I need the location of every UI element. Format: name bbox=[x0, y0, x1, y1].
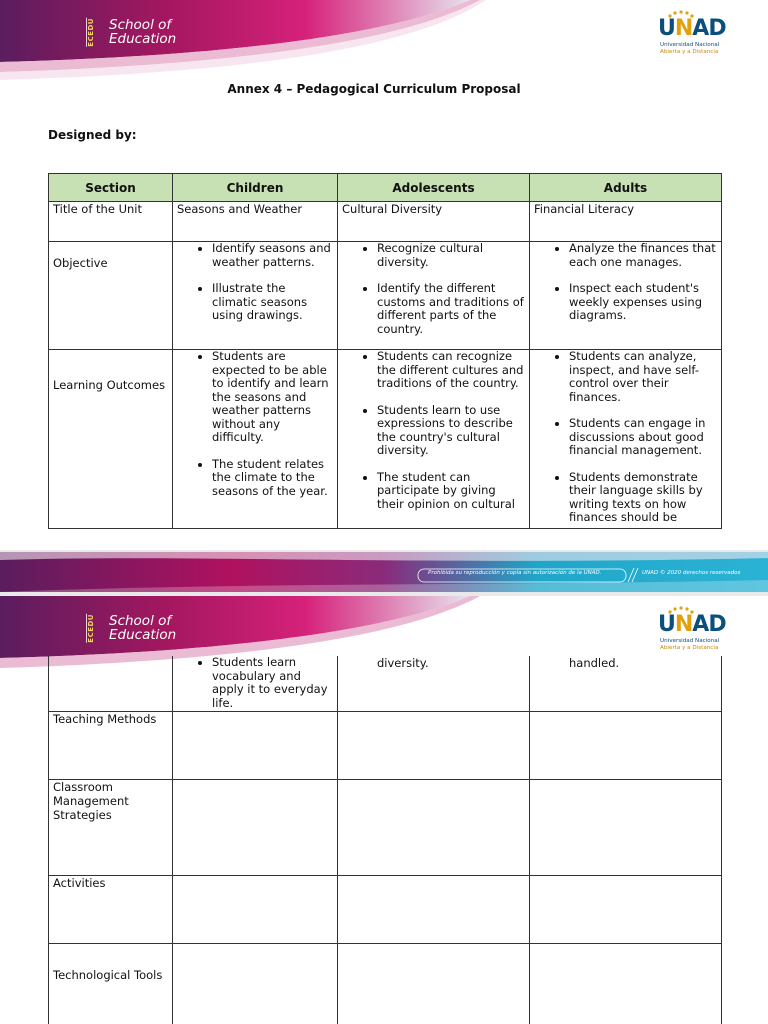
cell-children bbox=[173, 350, 338, 529]
cell-adolescents bbox=[338, 943, 530, 1024]
table-row-outcomes-continued bbox=[49, 656, 722, 711]
cell-adolescents bbox=[338, 350, 530, 529]
list-item: • Identify the different customs and traditions of different parts of the country. bbox=[377, 282, 525, 336]
list-item: • The student can participate by giving their opinion on cultural bbox=[377, 471, 525, 512]
cell-adolescents bbox=[338, 242, 530, 350]
row-label: Technological Tools bbox=[49, 943, 173, 1024]
logo-word: UNAD bbox=[658, 16, 726, 41]
unad-logo bbox=[658, 608, 742, 656]
list-item: • Illustrate the climatic seasons using drawings. bbox=[212, 282, 333, 323]
cell-adolescents bbox=[338, 779, 530, 875]
school-brand bbox=[86, 614, 176, 643]
school-line-2: Education bbox=[109, 31, 177, 47]
cell-adults bbox=[530, 711, 722, 779]
cell-children bbox=[173, 779, 338, 875]
row-label: Classroom Management Strategies bbox=[49, 779, 173, 875]
unad-logo bbox=[658, 12, 742, 60]
footer-copyright: UNAD © 2020 derechos reservados bbox=[642, 570, 741, 576]
cell-children: Seasons and Weather bbox=[173, 202, 338, 242]
curriculum-table bbox=[48, 173, 722, 529]
table-header-row bbox=[49, 174, 722, 202]
cell-adolescents: Cultural Diversity bbox=[338, 202, 530, 242]
cell-adolescents: diversity. bbox=[338, 656, 530, 711]
table-row-outcomes bbox=[49, 350, 722, 529]
cell-children bbox=[173, 656, 338, 711]
header-adults: Adults bbox=[530, 174, 722, 202]
logo-word: UNAD bbox=[658, 612, 726, 637]
cell-adults: Financial Literacy bbox=[530, 202, 722, 242]
cell-children bbox=[173, 242, 338, 350]
cell-adults bbox=[530, 779, 722, 875]
school-line-1: School of bbox=[109, 17, 172, 33]
list-item: • Identify seasons and weather patterns. bbox=[212, 242, 333, 269]
cell-children bbox=[173, 943, 338, 1024]
list-item: • Analyze the finances that each one manages. bbox=[569, 242, 717, 269]
list-item: • Inspect each student's weekly expenses using diagrams. bbox=[569, 282, 717, 323]
cell-adults bbox=[530, 943, 722, 1024]
list-item: • Students can engage in discussions about good financial management. bbox=[569, 417, 717, 458]
cell-adults bbox=[530, 875, 722, 943]
list-item: • Recognize cultural diversity. bbox=[377, 242, 525, 269]
header-children: Children bbox=[173, 174, 338, 202]
list-item: • Students learn to use expressions to describe the country's cultural diversity. bbox=[377, 404, 525, 458]
ecedu-label: ECEDU bbox=[86, 18, 103, 47]
header-section: Section bbox=[49, 174, 173, 202]
cell-adolescents bbox=[338, 711, 530, 779]
list-item: • Students are expected to be able to identify and learn the seasons and weather patterns without any difficulty. bbox=[212, 350, 333, 445]
table-row-technological-tools bbox=[49, 943, 722, 1024]
table-row-teaching-methods bbox=[49, 711, 722, 779]
row-label bbox=[49, 656, 173, 711]
table-row-title bbox=[49, 202, 722, 242]
row-label: Title of the Unit bbox=[49, 202, 173, 242]
curriculum-table-continued bbox=[48, 656, 722, 1024]
designed-by-label: Designed by: bbox=[48, 128, 137, 142]
ecedu-label: ECEDU bbox=[86, 614, 103, 643]
table-row-classroom-management bbox=[49, 779, 722, 875]
cell-children bbox=[173, 875, 338, 943]
list-item: • The student relates the climate to the seasons of the year. bbox=[212, 458, 333, 499]
logo-subtitle: Universidad Nacional Abierta y a Distancia bbox=[660, 638, 720, 651]
cell-adolescents bbox=[338, 875, 530, 943]
cell-adults: handled. bbox=[530, 656, 722, 711]
cell-children bbox=[173, 711, 338, 779]
header-adolescents: Adolescents bbox=[338, 174, 530, 202]
list-item: • Students can analyze, inspect, and have self-control over their finances. bbox=[569, 350, 717, 404]
row-label-text: Learning Outcomes bbox=[53, 378, 166, 392]
table-row-activities bbox=[49, 875, 722, 943]
row-label: Teaching Methods bbox=[49, 711, 173, 779]
row-label bbox=[49, 350, 173, 529]
table-row-objective bbox=[49, 242, 722, 350]
cell-adults bbox=[530, 350, 722, 529]
page-2 bbox=[0, 596, 768, 1024]
cell-adults bbox=[530, 242, 722, 350]
list-item: • Students demonstrate their language skills by writing texts on how finances should be bbox=[569, 471, 717, 525]
row-label: Objective bbox=[49, 242, 173, 350]
school-line-1: School of bbox=[109, 613, 172, 629]
document-title: Annex 4 – Pedagogical Curriculum Proposal bbox=[227, 82, 521, 96]
row-label: Activities bbox=[49, 875, 173, 943]
logo-subtitle: Universidad Nacional Abierta y a Distancia bbox=[660, 42, 720, 55]
school-brand bbox=[86, 18, 176, 47]
school-line-2: Education bbox=[109, 627, 177, 643]
list-item: • Students can recognize the different cultures and traditions of the country. bbox=[377, 350, 525, 391]
list-item: • Students learn vocabulary and apply it to everyday life. bbox=[212, 656, 333, 710]
footer-notice: Prohibida su reproducción y copia sin autorización de la UNAD. bbox=[428, 570, 602, 576]
